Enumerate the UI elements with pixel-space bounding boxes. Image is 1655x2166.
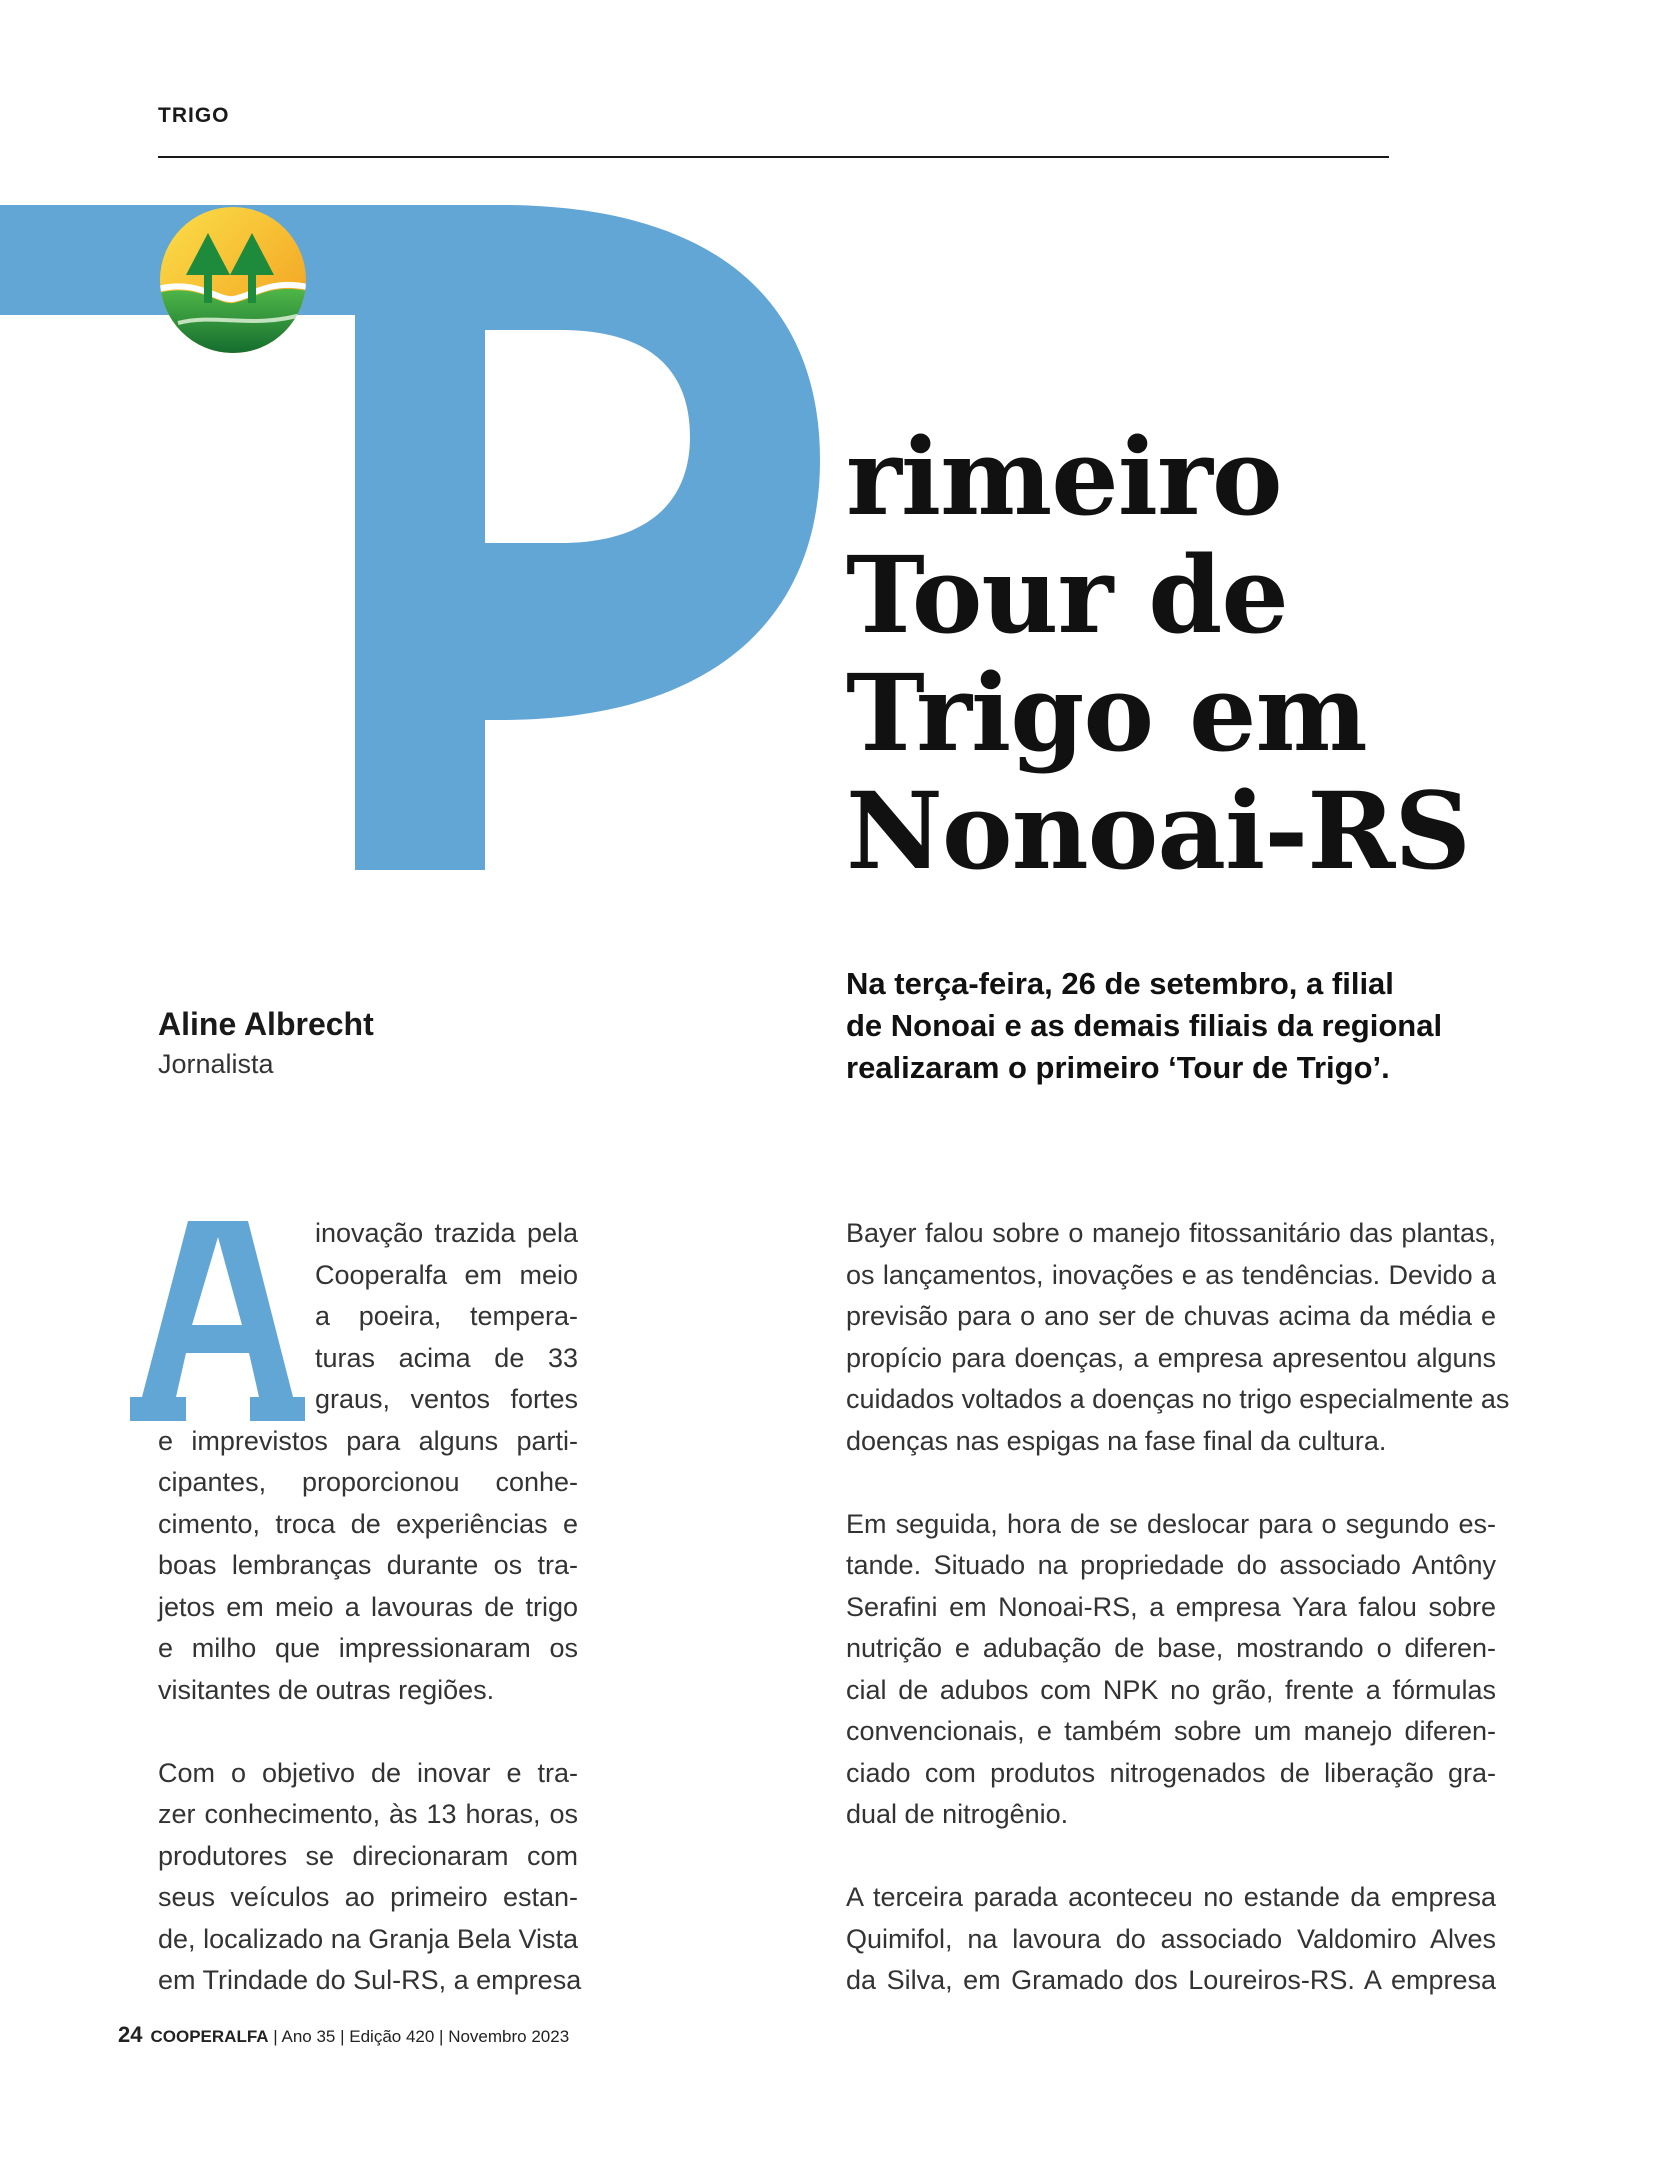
body-line: inovação trazida pela	[315, 1218, 578, 1248]
author-role: Jornalista	[158, 1049, 274, 1079]
footer-year: Ano 35	[281, 2027, 336, 2046]
body-line: graus, ventos fortes	[315, 1384, 578, 1414]
lead-line: de Nonoai e as demais filiais da regional	[846, 1008, 1443, 1043]
title-line-3: Trigo em	[846, 650, 1367, 775]
body-line: e imprevistos para alguns parti-	[158, 1425, 578, 1456]
paragraph-gap	[846, 1462, 1496, 1504]
body-line: turas acima de 33	[315, 1342, 578, 1373]
body-line: Serafini em Nonoai-RS, a empresa Yara falou sobre	[846, 1591, 1496, 1622]
title-line-4: Nonoai-RS	[846, 768, 1470, 893]
body-line: visitantes de outras regiões.	[158, 1674, 495, 1705]
magazine-name: COOPERALFA	[150, 2027, 269, 2046]
page-footer	[118, 2022, 569, 2048]
body-line: a poeira, tempera-	[315, 1301, 578, 1331]
body-line: boas lembranças durante os tra-	[158, 1550, 578, 1580]
footer-separator: |	[434, 2027, 449, 2046]
body-line: os lançamentos, inovações e as tendências. Devido a	[846, 1259, 1496, 1290]
title-line-1: rimeiro	[846, 414, 1282, 539]
footer-edition: Edição 420	[349, 2027, 435, 2046]
body-line: tande. Situado na propriedade do associado Antôny	[846, 1550, 1496, 1580]
body-line: em Trindade do Sul-RS, a empresa	[158, 1965, 582, 1995]
body-line: jetos em meio a lavouras de trigo	[158, 1591, 578, 1622]
footer-separator: |	[268, 2027, 282, 2046]
paragraph-gap	[158, 1711, 578, 1753]
body-line: nutrição e adubação de base, mostrando o diferen-	[846, 1633, 1496, 1663]
lead-line: realizaram o primeiro ‘Tour de Trigo’.	[846, 1050, 1390, 1085]
body-column-right	[846, 1213, 1510, 2002]
body-line: produtores se direcionaram com	[158, 1840, 578, 1871]
article-title	[846, 414, 1626, 893]
body-line: Quimifol, na lavoura do associado Valdomiro Alves	[846, 1923, 1496, 1954]
section-label: TRIGO	[158, 104, 230, 127]
cooperalfa-logo-icon	[158, 205, 308, 355]
paragraph-gap	[846, 1836, 1496, 1878]
body-line: dual de nitrogênio.	[846, 1799, 1069, 1829]
body-line: convencionais, e também sobre um manejo diferen-	[846, 1716, 1496, 1746]
body-line: propício para doenças, a empresa apresentou alguns	[846, 1342, 1496, 1373]
body-line: cimento, troca de experiências e	[158, 1508, 578, 1539]
title-dropcap-p	[0, 205, 820, 870]
body-line: Em seguida, hora de se deslocar para o segundo es-	[846, 1508, 1496, 1539]
body-line: cuidados voltados a doenças no trigo especialmente as	[846, 1384, 1510, 1414]
title-line-2: Tour de	[846, 532, 1288, 657]
body-line: Cooperalfa em meio	[315, 1259, 578, 1290]
footer-separator: |	[335, 2027, 350, 2046]
body-column-left	[158, 1213, 582, 2002]
lead-paragraph	[846, 963, 1566, 1089]
body-line: de, localizado na Granja Bela Vista	[158, 1923, 578, 1954]
body-line: cial de adubos com NPK no grão, frente a fórmulas	[846, 1674, 1496, 1705]
author-block	[158, 1004, 374, 1082]
body-line: previsão para o ano ser de chuvas acima da média e	[846, 1301, 1496, 1331]
page-number: 24	[118, 2022, 143, 2047]
body-line: da Silva, em Gramado dos Loureiros-RS. A empresa	[846, 1965, 1496, 1995]
author-name: Aline Albrecht	[158, 1006, 374, 1042]
header-rule	[158, 156, 1389, 158]
body-line: seus veículos ao primeiro estan-	[158, 1882, 578, 1912]
body-line: ciado com produtos nitrogenados de liberação gra-	[846, 1757, 1496, 1788]
body-line: e milho que impressionaram os	[158, 1633, 578, 1663]
body-line: A terceira parada aconteceu no estande da empresa	[846, 1882, 1496, 1912]
body-line: Bayer falou sobre o manejo fitossanitário das plantas,	[846, 1218, 1496, 1248]
body-line: cipantes, proporcionou conhe-	[158, 1467, 578, 1497]
body-line: zer conhecimento, às 13 horas, os	[158, 1799, 578, 1829]
body-line: doenças nas espigas na fase final da cultura.	[846, 1425, 1387, 1456]
footer-date: Novembro 2023	[448, 2027, 570, 2046]
body-line: Com o objetivo de inovar e tra-	[158, 1757, 578, 1788]
lead-line: Na terça-feira, 26 de setembro, a filial	[846, 966, 1394, 1001]
